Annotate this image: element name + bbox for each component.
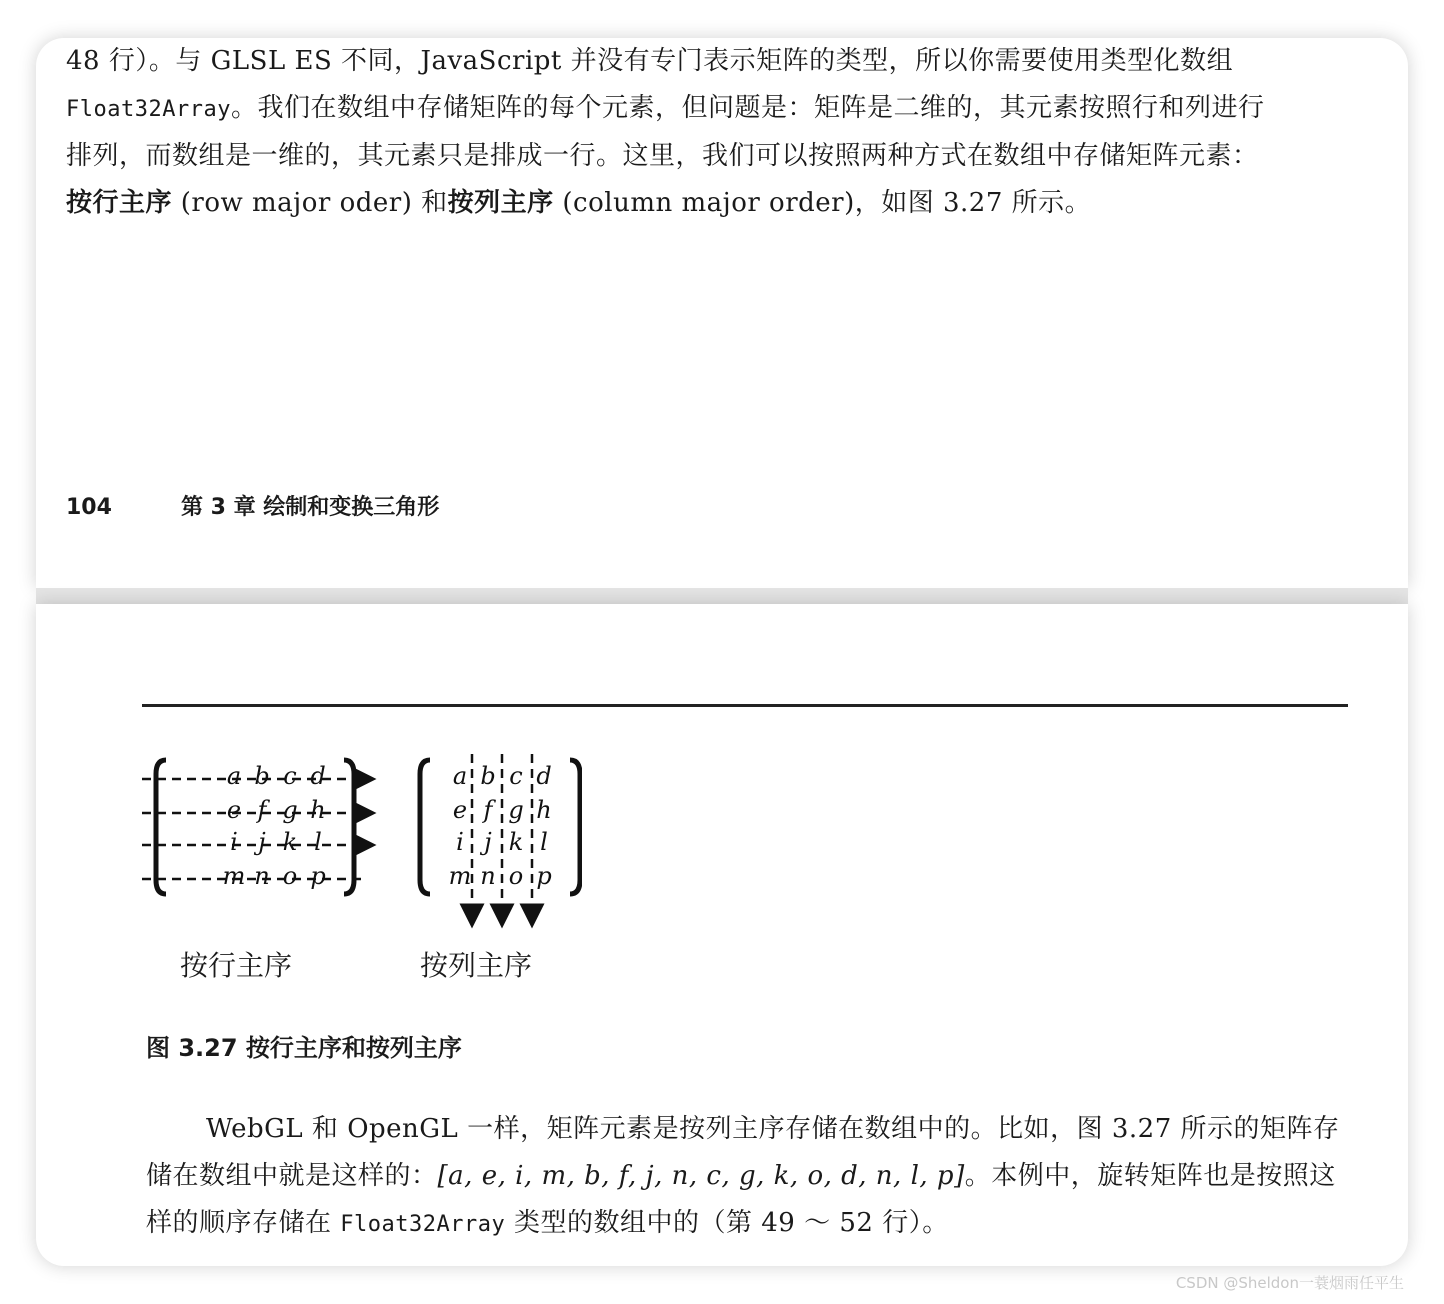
matrix-cell: b — [480, 762, 496, 790]
row-major-label: 按行主序 — [180, 949, 293, 982]
matrix-cell: f — [483, 796, 493, 824]
code-float32array: Float32Array — [340, 1212, 506, 1237]
matrix-cell: m — [222, 862, 246, 890]
matrix-cell: l — [314, 828, 322, 856]
matrix-cell: a — [452, 762, 468, 790]
column-major-matrix — [420, 754, 580, 916]
page-number: 104 — [66, 495, 112, 520]
matrix-cell: p — [310, 862, 326, 890]
matrix-cell: g — [508, 796, 524, 824]
matrix-cell: o — [508, 862, 524, 890]
matrix-cell: a — [226, 762, 242, 790]
matrix-cell: b — [254, 762, 270, 790]
column-major-label: 按列主序 — [420, 949, 533, 982]
matrix-cell: l — [540, 828, 548, 856]
code-float32array: Float32Array — [66, 97, 231, 122]
text-span: 。我们在数组中存储矩阵的每个元素，但问题是：矩阵是二维的，其元素按照行和列进行排列，而数组是一维的，其元素只是排成一行。这里，我们可以按照两种方式在数组中存储矩阵元素： — [66, 93, 1265, 171]
left-bracket — [420, 760, 430, 894]
text-span: 。本例中，旋转矩阵也是按照这样的顺序存储在 — [146, 1161, 1336, 1238]
matrix-cell: e — [226, 796, 242, 824]
matrix-cell: g — [282, 796, 298, 824]
matrix-cell: i — [230, 828, 238, 856]
matrix-cell: k — [282, 828, 298, 856]
matrix-cell: n — [254, 862, 270, 890]
matrix-cell: m — [448, 862, 472, 890]
text-span: (row major oder) 和 — [172, 188, 448, 218]
matrix-cell: k — [508, 828, 524, 856]
right-bracket — [570, 760, 580, 894]
matrix-cell: h — [536, 796, 552, 824]
matrix-cell: d — [536, 762, 552, 790]
text-span: (column major order)，如图 3.27 所示。 — [553, 188, 1092, 218]
top-page — [36, 38, 1408, 588]
matrix-cell: f — [257, 796, 267, 824]
term-column-major: 按列主序 — [447, 188, 554, 218]
matrix-cell: c — [283, 762, 297, 790]
matrix-cell: p — [536, 862, 552, 890]
matrix-cell: j — [258, 828, 266, 856]
matrix-cell: n — [480, 862, 496, 890]
intro-paragraph — [66, 38, 1276, 227]
bottom-page — [36, 604, 1408, 1266]
page-gap — [36, 588, 1408, 604]
matrix-cell: e — [452, 796, 468, 824]
row-major-matrix — [142, 760, 364, 894]
chapter-title: 第 3 章 绘制和变换三角形 — [181, 495, 440, 520]
page-footer — [66, 490, 439, 521]
matrix-cell: j — [484, 828, 492, 856]
matrix-cell: h — [310, 796, 326, 824]
figure-caption: 图 3.27 按行主序和按列主序 — [146, 1034, 462, 1062]
text-span: 48 行）。与 GLSL ES 不同，JavaScript 并没有专门表示矩阵的类型，所以你需要使用类型化数组 — [66, 46, 1234, 76]
watermark: CSDN @Sheldon一蓑烟雨任平生 — [1175, 1274, 1404, 1292]
matrix-cell: o — [282, 862, 298, 890]
matrix-order-figure — [142, 744, 582, 934]
text-span: 类型的数组中的（第 49 ～ 52 行）。 — [505, 1208, 949, 1238]
array-expression: [a, e, i, m, b, f, j, n, c, g, k, o, d, n, l, p] — [437, 1161, 965, 1191]
figure-top-rule — [142, 704, 1348, 707]
matrix-cell: d — [310, 762, 326, 790]
term-row-major: 按行主序 — [66, 188, 173, 218]
text-span: WebGL 和 OpenGL 一样，矩阵元素是按列主序存储在数组中的。比如，图 3.27 所示的矩阵存储在数组中就是这样的： — [146, 1114, 1340, 1191]
matrix-cell: i — [456, 828, 464, 856]
body-paragraph — [146, 1106, 1352, 1248]
matrix-cell: c — [509, 762, 523, 790]
